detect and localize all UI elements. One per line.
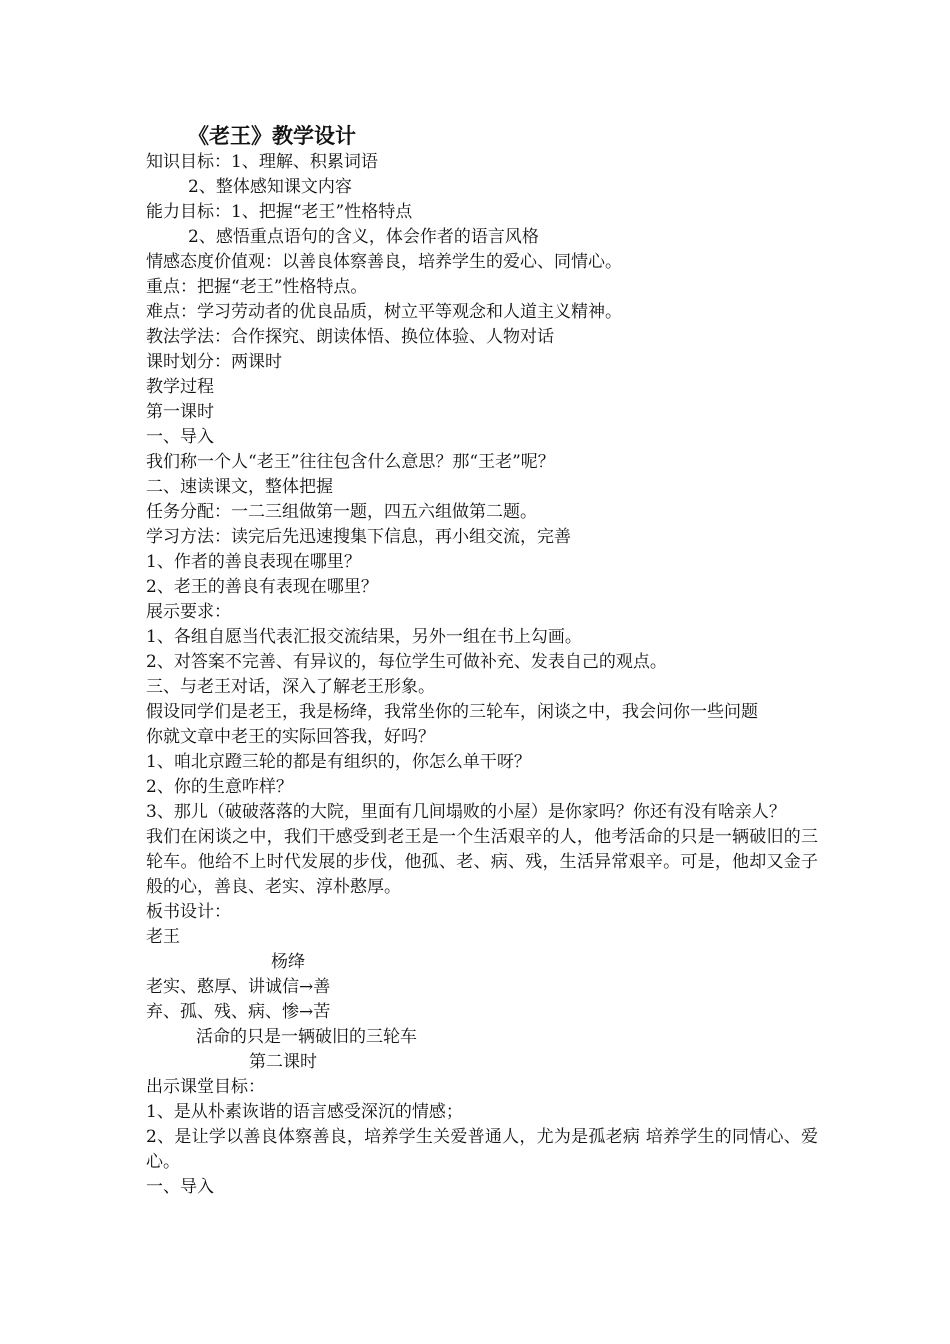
text-line: 老实、憨厚、讲诚信→善 <box>146 977 331 997</box>
text-line: 我们称一个人“老王”往往包含什么意思？那“王老”呢？ <box>146 452 555 472</box>
section-heading: 第一课时 <box>146 402 214 422</box>
section-heading: 第二课时 <box>249 1052 317 1072</box>
text-line: 你就文章中老王的实际回答我，好吗？ <box>146 727 435 747</box>
text-line: 任务分配：一二三组做第一题，四五六组做第二题。 <box>146 502 537 522</box>
text-line: 1、咱北京蹬三轮的都是有组织的，你怎么单干呀？ <box>146 752 531 772</box>
text-line: 1、是从朴素诙谐的语言感受深沉的情感； <box>146 1102 463 1122</box>
text-line: 板书设计： <box>146 902 231 922</box>
text-line: 1、作者的善良表现在哪里？ <box>146 552 361 572</box>
text-line: 难点：学习劳动者的优良品质，树立平等观念和人道主义精神。 <box>146 302 622 322</box>
text-line: 2、你的生意咋样？ <box>146 777 293 797</box>
text-line: 能力目标：1、把握“老王”性格特点 <box>146 202 413 222</box>
text-line: 出示课堂目标： <box>146 1077 265 1097</box>
section-heading: 三、与老王对话，深入了解老王形象。 <box>146 677 435 697</box>
text-line: 2、整体感知课文内容 <box>188 177 352 197</box>
text-paragraph: 我们在闲谈之中，我们干感受到老王是一个生活艰辛的人，他考活命的只是一辆破旧的三轮车。他给不上时代发展的步伐，他孤、老、病、残，生活异常艰辛。可是，他却又金子般的心，善良、老实、淳朴憨厚。 <box>146 827 818 897</box>
text-line: 杨绛 <box>271 952 305 972</box>
text-line: 课时划分：两课时 <box>146 352 282 372</box>
text-paragraph: 2、是让学以善良体察善良，培养学生关爱普通人，尤为是孤老病 培养学生的同情心、爱心。 <box>146 1127 818 1172</box>
text-line: 假设同学们是老王，我是杨绛，我常坐你的三轮车，闲谈之中，我会问你一些问题 <box>146 702 758 722</box>
section-heading: 一、导入 <box>146 1177 214 1197</box>
text-line: 2、感悟重点语句的含义，体会作者的语言风格 <box>188 227 539 247</box>
text-line: 情感态度价值观：以善良体察善良，培养学生的爱心、同情心。 <box>146 252 622 272</box>
text-line: 老王 <box>146 927 180 947</box>
text-line: 学习方法：读完后先迅速搜集下信息，再小组交流，完善 <box>146 527 571 547</box>
text-line: 2、老王的善良有表现在哪里？ <box>146 577 378 597</box>
text-paragraph: 3、那儿（破破落落的大院，里面有几间塌败的小屋）是你家吗？你还有没有啥亲人？ <box>146 802 786 822</box>
text-line: 重点：把握“老王”性格特点。 <box>146 277 368 297</box>
text-line: 1、各组自愿当代表汇报交流结果，另外一组在书上勾画。 <box>146 627 582 647</box>
text-line: 2、对答案不完善、有异议的，每位学生可做补充、发表自己的观点。 <box>146 652 667 672</box>
text-line: 展示要求： <box>146 602 231 622</box>
document-body <box>146 150 818 1200</box>
text-line: 活命的只是一辆破旧的三轮车 <box>196 1027 417 1047</box>
section-heading: 一、导入 <box>146 427 214 447</box>
text-line: 知识目标：1、理解、积累词语 <box>146 152 378 172</box>
text-line: 教法学法：合作探究、朗读体悟、换位体验、人物对话 <box>146 327 554 347</box>
section-heading: 二、速读课文，整体把握 <box>146 477 333 497</box>
section-heading: 教学过程 <box>146 377 214 397</box>
text-line: 弃、孤、残、病、惨→苦 <box>146 1002 331 1022</box>
document-title: 《老王》教学设计 <box>188 124 356 148</box>
